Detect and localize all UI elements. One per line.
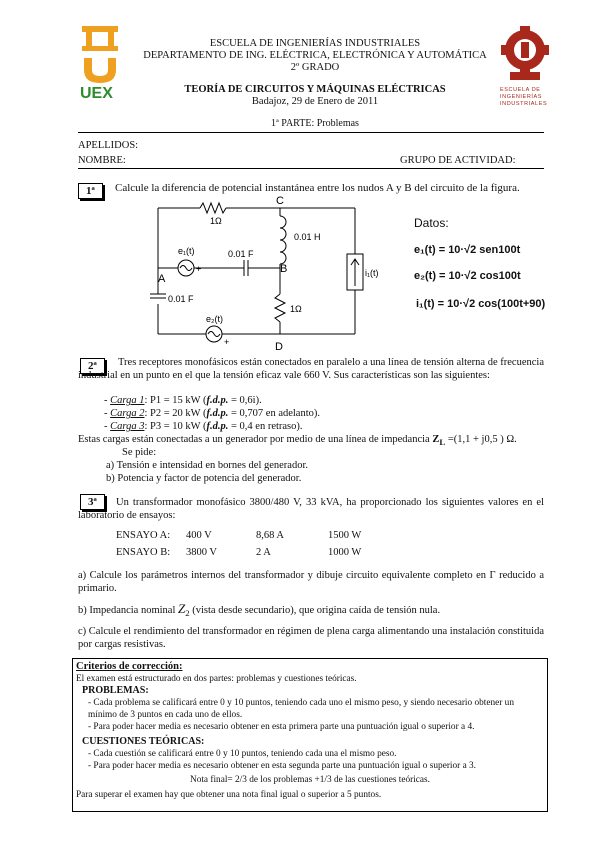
load-1: - Carga 1: P1 = 15 kW (f.d.p. = 0,6i).: [104, 395, 262, 406]
logo-uex: [78, 24, 126, 100]
questions-rule-1: - Cada cuestión se calificará entre 0 y 10 puntos, teniendo cada una el mismo peso.: [88, 749, 397, 759]
load-2: - Carga 2: P2 = 20 kW (f.d.p. = 0,707 en adelanto).: [104, 408, 321, 419]
se-pide: Se pide:: [122, 447, 157, 458]
questions-title: CUESTIONES TEÓRICAS:: [82, 736, 205, 747]
problem-2-intro: Tres receptores monofásicos están conectados en paralelo a una línea de tensión alterna de frecuencia industrial en un punto en el que la tensión eficaz vale 660 V. Sus características son las siguientes:: [78, 357, 544, 381]
department-name: DEPARTAMENTO DE ING. ELÉCTRICA, ELECTRÓNICA Y AUTOMÁTICA: [143, 50, 487, 61]
e1-plus-label: +: [196, 264, 202, 274]
line-impedance: Estas cargas están conectadas a un generador por medio de una línea de impedancia $Z_L =(1,1 + j0,5$ ) Ω.: [78, 434, 517, 448]
problems-rule-1: - Cada problema se calificará entre 0 y 10 puntos, teniendo cada uno el mismo peso, y siendo necesario obtener un mínimo de 3 puntos en cada uno de ellos.: [88, 698, 514, 720]
p3-item-c: c) Calcule el rendimiento del transformador en régimen de plena carga alimentando una instalación constituida por cargas resistivas.: [78, 626, 544, 650]
grade-label: 2º GRADO: [290, 62, 340, 73]
p2-item-b: b) Potencia y factor de potencia del generador.: [106, 473, 302, 484]
test-b-row: ENSAYO B: 3800 V 2 A 1000 W: [116, 547, 362, 558]
logo-eii: [500, 24, 550, 114]
r-mid-label: 1Ω: [290, 304, 302, 314]
nombre-field[interactable]: NOMBRE:: [78, 155, 126, 166]
inductor-label: 0.01 H: [294, 232, 321, 242]
form-divider: [78, 168, 544, 169]
r-top-label: 1Ω: [210, 216, 222, 226]
criteria-title: Criterios de corrección:: [76, 661, 183, 672]
apellidos-field[interactable]: APELLIDOS:: [78, 140, 139, 151]
cap-mid-label: 0.01 F: [228, 249, 254, 259]
e2-plus-label: +: [224, 337, 230, 347]
problem-3-number: 3ª: [80, 494, 105, 510]
datos-e1: e₁(t) = 10·√2 sen100t: [414, 244, 521, 256]
node-a-label: A: [158, 273, 166, 285]
node-b-label: B: [280, 263, 288, 275]
datos-i1: i₁(t) = 10·√2 cos(100t+90): [416, 298, 546, 310]
pass-requirement: Para superar el examen hay que obtener una nota final igual o superior a 5 puntos.: [76, 790, 382, 800]
p3-item-a: a) Calcule los parámetros internos del transformador y dibuje circuito equivalente completo en Γ reducido a primario.: [78, 570, 544, 594]
uex-logo-text: UEX: [80, 85, 113, 102]
e1-label: e₁(t): [178, 246, 195, 256]
e2-label: e₂(t): [206, 314, 223, 324]
grupo-field[interactable]: GRUPO DE ACTIVIDAD:: [400, 155, 516, 166]
node-c-label: C: [276, 195, 284, 207]
part-label: 1ª PARTE: Problemas: [271, 118, 359, 129]
problem-2-number: 2ª: [80, 358, 105, 374]
final-grade-formula: Nota final= 2/3 de los problemas +1/3 de las cuestiones teóricas.: [189, 775, 430, 785]
datos-title: Datos:: [414, 216, 449, 230]
load-3: - Carga 3: P3 = 10 kW (f.d.p. = 0,4 en retraso).: [104, 421, 303, 432]
cap-left-label: 0.01 F: [168, 294, 194, 304]
i1-label: i₁(t): [365, 268, 379, 278]
node-d-label: D: [275, 341, 283, 353]
school-name: ESCUELA DE INGENIERÍAS INDUSTRIALES: [209, 38, 421, 49]
subject-title: TEORÍA DE CIRCUITOS Y MÁQUINAS ELÉCTRICAS: [184, 84, 446, 95]
datos-e2: e₂(t) = 10·√2 cos100t: [414, 270, 521, 282]
exam-date: Badajoz, 29 de Enero de 2011: [251, 96, 379, 107]
p3-item-b: b) Impedancia nominal $Z_2$ (vista desde secundario), que origina caída de tensión nula.: [78, 601, 441, 619]
test-a-row: ENSAYO A: 400 V 8,68 A 1500 W: [116, 530, 362, 541]
questions-rule-2: - Para poder hacer media es necesario obtener en esta segunda parte una puntuación igual o superior a 3.: [88, 761, 476, 771]
criteria-intro: El examen está estructurado en dos partes: problemas y cuestiones teóricas.: [76, 674, 357, 684]
eii-gear-icon: [500, 24, 550, 84]
problems-rule-2: - Para poder hacer media es necesario obtener en esta primera parte una puntuación igual o superior a 4.: [88, 722, 475, 732]
problem-1-statement: Calcule la diferencia de potencial instantánea entre los nudos A y B del circuito de la figura.: [115, 182, 520, 194]
uex-logo-icon: [78, 24, 126, 100]
p2-item-a: a) Tensión e intensidad en bornes del generador.: [106, 460, 309, 471]
header-divider: [78, 132, 544, 133]
problem-1-number: 1ª: [78, 183, 103, 199]
eii-logo-text: ESCUELA DE INGENIERÍAS INDUSTRIALES: [500, 87, 548, 107]
problems-title: PROBLEMAS:: [82, 685, 149, 696]
problem-3-intro: Un transformador monofásico 3800/480 V, 33 kVA, ha proporcionado los siguientes valores en el laboratorio de ensayos:: [78, 497, 544, 521]
circuit-diagram: [140, 194, 379, 353]
